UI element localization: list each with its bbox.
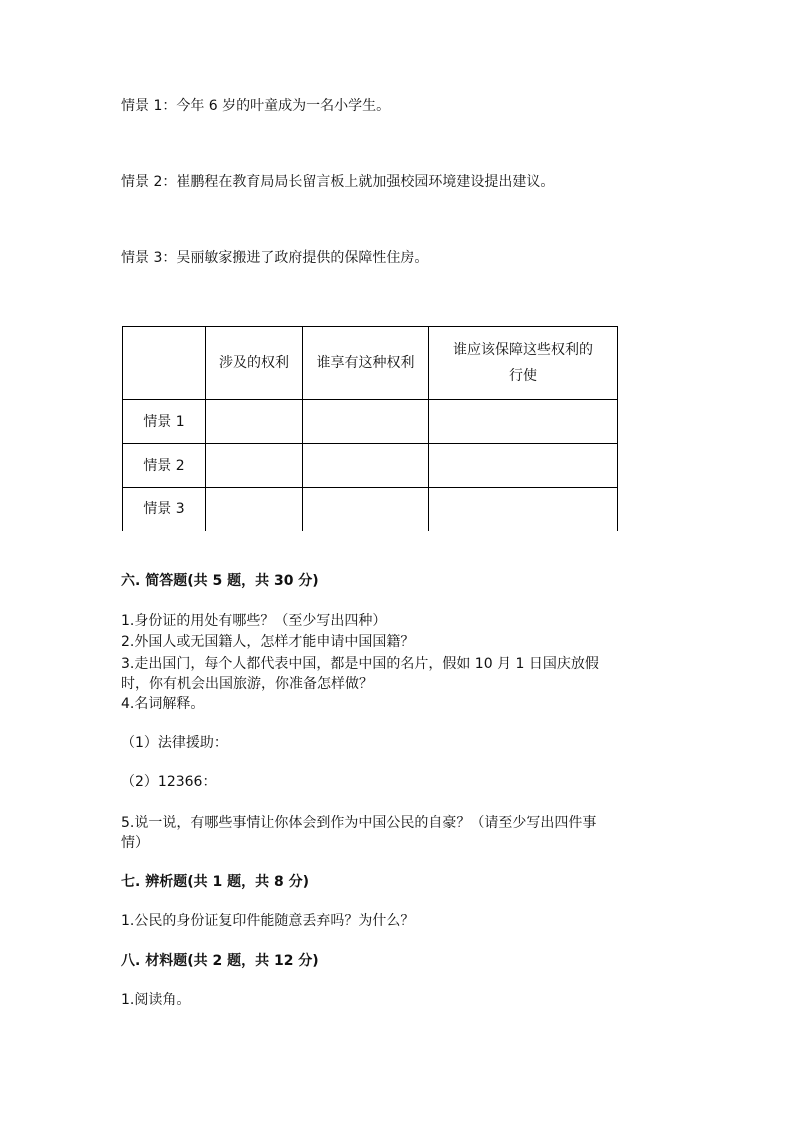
section-8-q1: 1.阅读角。 <box>121 992 191 1008</box>
table-cell <box>429 488 618 531</box>
section-6-q3-line2: 时，你有机会出国旅游，你准备怎样做？ <box>121 676 373 692</box>
table-header-empty <box>123 327 206 400</box>
table-header-guarantor-line1: 谁应该保障这些权利的 <box>453 342 593 358</box>
table-cell <box>206 400 303 444</box>
table-cell <box>303 488 429 531</box>
section-8-title: 八. 材料题(共 2 题，共 12 分) <box>121 953 319 969</box>
section-6-q5-line2: 情） <box>121 835 149 851</box>
scenario-3: 情景 3：吴丽敏家搬进了政府提供的保障性住房。 <box>121 250 429 266</box>
rights-table <box>122 326 618 531</box>
section-7-q1: 1.公民的身份证复印件能随意丢弃吗？为什么？ <box>121 913 415 929</box>
table-cell <box>429 444 618 488</box>
section-6-title: 六. 简答题(共 5 题，共 30 分) <box>121 573 319 589</box>
table-row <box>123 400 618 444</box>
table-cell <box>206 444 303 488</box>
table-header-guarantor-line2: 行使 <box>509 368 537 384</box>
table-cell <box>303 400 429 444</box>
section-6-q2: 2.外国人或无国籍人，怎样才能申请中国国籍？ <box>121 634 415 650</box>
scenario-1: 情景 1：今年 6 岁的叶童成为一名小学生。 <box>121 98 391 114</box>
table-row-label: 情景 3 <box>123 488 206 531</box>
table-cell <box>429 400 618 444</box>
table-header-guarantor <box>429 327 618 400</box>
table-row <box>123 444 618 488</box>
section-6-q5-line1: 5.说一说，有哪些事情让你体会到作为中国公民的自豪？（请至少写出四件事 <box>121 815 597 831</box>
table-header-right: 涉及的权利 <box>206 327 303 400</box>
table-row <box>123 488 618 531</box>
section-6-q1: 1.身份证的用处有哪些？（至少写出四种） <box>121 613 387 629</box>
section-6-q4-1: （1）法律援助： <box>121 735 228 751</box>
section-6-q4-2: （2）12366： <box>121 774 217 790</box>
table-row-label: 情景 1 <box>123 400 206 444</box>
table-header-holder: 谁享有这种权利 <box>303 327 429 400</box>
table-cell <box>206 488 303 531</box>
table-header-row <box>123 327 618 400</box>
table-cell <box>303 444 429 488</box>
scenario-2: 情景 2：崔鹏程在教育局局长留言板上就加强校园环境建设提出建议。 <box>121 174 555 190</box>
section-6-q3-line1: 3.走出国门，每个人都代表中国，都是中国的名片，假如 10 月 1 日国庆放假 <box>121 656 599 672</box>
section-7-title: 七. 辨析题(共 1 题，共 8 分) <box>121 874 309 890</box>
section-6-q4: 4.名词解释。 <box>121 696 205 712</box>
table-row-label: 情景 2 <box>123 444 206 488</box>
